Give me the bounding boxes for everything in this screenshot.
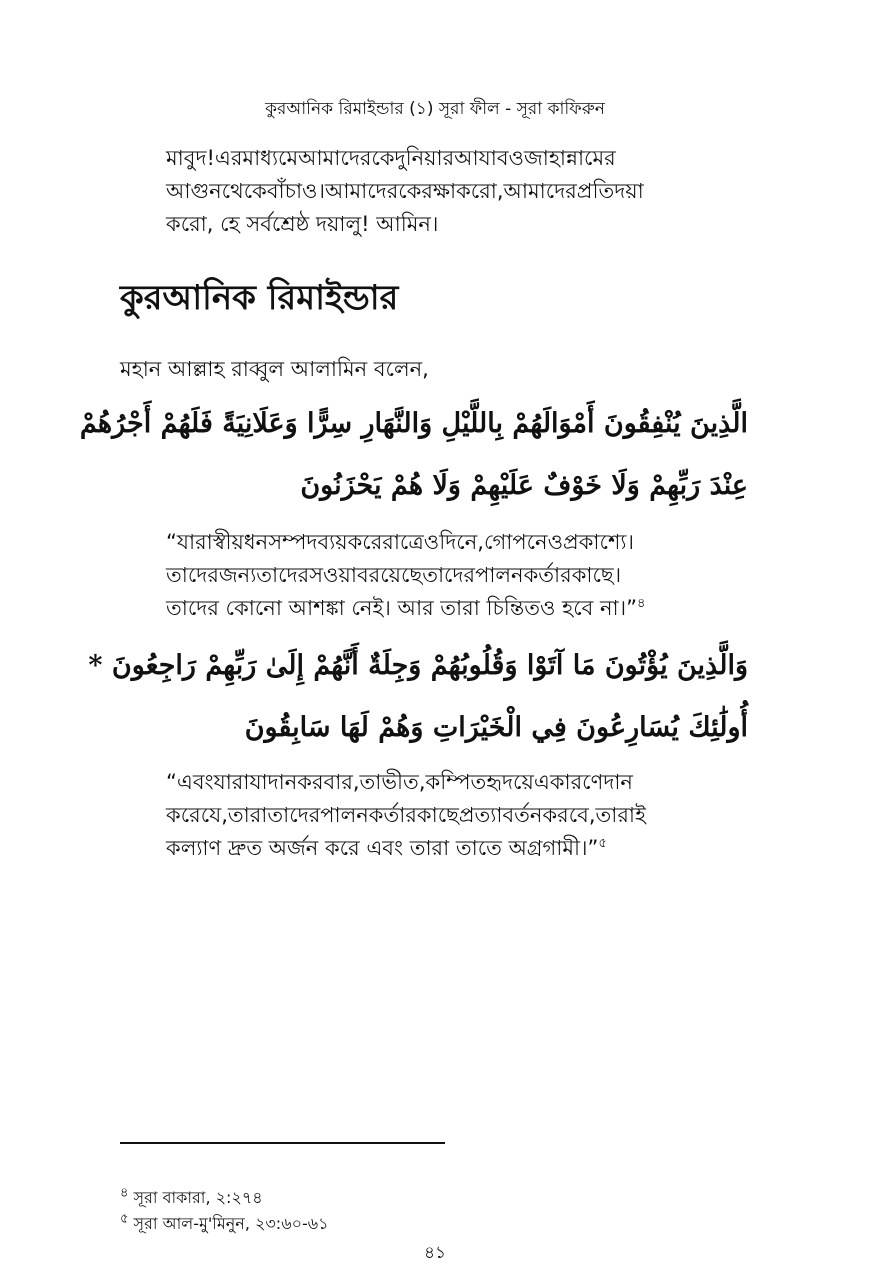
opening-paragraph xyxy=(166,142,748,241)
translation-2-line-1 xyxy=(166,766,748,799)
word: রাত্রে xyxy=(382,530,424,554)
word: যে, xyxy=(200,803,228,827)
translation-1-line-2 xyxy=(166,559,748,592)
word: আগুন xyxy=(166,179,222,203)
footnote-text: সূরা বাকারা, ২:২৭৪ xyxy=(133,1188,263,1207)
word: আমাদের xyxy=(503,179,577,203)
translation-2 xyxy=(166,766,748,865)
word: করো, xyxy=(456,179,504,203)
word: দুনিয়ার xyxy=(394,146,455,170)
footnote-5 xyxy=(120,1211,329,1238)
running-header: কুরআনিক রিমাইন্ডার (১) সূরা ফীল - সূরা কাফিরুন xyxy=(265,99,605,119)
word: মাধ্যমে xyxy=(242,146,299,170)
word: কারণে xyxy=(549,770,604,794)
word: ধনসম্পদ xyxy=(243,530,318,554)
word: ও xyxy=(547,530,564,554)
word: প্রকাশ্যে। xyxy=(563,530,634,554)
word: দিনে, xyxy=(439,530,484,554)
translation-2-line-3 xyxy=(166,832,748,865)
footnote-divider xyxy=(120,1142,445,1144)
word: ও xyxy=(508,146,524,170)
word: “যারা xyxy=(166,530,213,554)
translation-2-line-2 xyxy=(166,799,748,832)
arabic-verse-1-line-1: الَّذِينَ يُنْفِقُونَ أَمْوَالَهُمْ بِاللَّيْلِ وَالنَّهَارِ سِرًّا وَعَلَانِيَةً فَلَهُمْ أَجْرُهُمْ xyxy=(79,408,748,439)
word: “এবং xyxy=(166,770,214,794)
word: মাবুদ! xyxy=(166,146,215,170)
opening-line-3: করো, হে সর্বশ্রেষ্ঠ দয়ালু! আমিন। xyxy=(166,212,439,236)
word: কাছে xyxy=(416,803,459,827)
footnote-marker: ৫ xyxy=(120,1211,129,1227)
footnote-ref-5[interactable]: ৫ xyxy=(598,836,607,851)
word: বাঁচাও। xyxy=(266,179,325,203)
word: তারা xyxy=(227,803,268,827)
word: যা xyxy=(249,770,268,794)
word: দান xyxy=(603,770,633,794)
translation-2-line-3-text: কল্যাণ দ্রুত অর্জন করে এবং তারা তাতে অগ্রগামী।” xyxy=(166,836,599,860)
word: এর xyxy=(214,146,243,170)
word: দয়া xyxy=(614,179,644,203)
word: কাছে। xyxy=(571,563,622,587)
translation-1-line-3-text: তাদের কোনো আশঙ্কা নেই। আর তারা চিন্তিতও হবে না।” xyxy=(166,596,638,620)
footnote-ref-4[interactable]: ৪ xyxy=(637,596,646,611)
word: রক্ষা xyxy=(421,179,457,203)
arabic-verse-2-line-2: أُولَٰئِكَ يُسَارِعُونَ فِي الْخَيْرَاتِ وَهُمْ لَهَا سَابِقُونَ xyxy=(244,712,748,743)
word: তাদের xyxy=(166,563,219,587)
footnote-marker: ৪ xyxy=(120,1185,129,1201)
word: তাদের xyxy=(256,563,310,587)
word: ব্যয় xyxy=(317,530,348,554)
word: রয়েছে xyxy=(368,563,423,587)
word: প্রত্যাবর্তন xyxy=(458,803,543,827)
word: আযাব xyxy=(454,146,509,170)
intro-text: মহান আল্লাহ রাব্বুল আলামিন বলেন, xyxy=(120,357,429,381)
word: জন্য xyxy=(218,563,257,587)
word: দান xyxy=(267,770,298,794)
word: তারাই xyxy=(595,803,646,827)
word: আমাদেরকে xyxy=(325,179,422,203)
opening-line-2 xyxy=(166,175,748,208)
word: তা xyxy=(359,770,382,794)
section-heading: কুরআনিক রিমাইন্ডার xyxy=(120,278,399,318)
word: প্রতি xyxy=(576,179,615,203)
translation-1 xyxy=(166,526,748,625)
word: করবে, xyxy=(542,803,596,827)
word: জাহান্নামের xyxy=(523,146,616,170)
word: করে xyxy=(166,803,201,827)
word: হৃদয়ে xyxy=(486,770,534,794)
word: তাদের xyxy=(267,803,321,827)
word: গোপনে xyxy=(483,530,548,554)
arabic-verse-1-line-2: عِنْدَ رَبِّهِمْ وَلَا خَوْفٌ عَلَيْهِمْ وَلَا هُمْ يَحْزَنُونَ xyxy=(300,470,748,501)
word: আমাদেরকে xyxy=(298,146,395,170)
word: সওয়াব xyxy=(309,563,369,587)
page-number: ৪১ xyxy=(423,1243,447,1263)
footnote-text: সূরা আল-মু'মিনুন, ২৩:৬০-৬১ xyxy=(133,1214,329,1233)
translation-1-line-1 xyxy=(166,526,748,559)
word: থেকে xyxy=(221,179,267,203)
word: স্বীয় xyxy=(212,530,244,554)
word: ভীত, xyxy=(381,770,426,794)
opening-line-1 xyxy=(166,142,748,175)
word: তাদের xyxy=(422,563,476,587)
word: এ xyxy=(533,770,550,794)
word: করে xyxy=(347,530,383,554)
word: পালনকর্তার xyxy=(475,563,572,587)
word: যারা xyxy=(213,770,250,794)
word: ও xyxy=(423,530,440,554)
arabic-verse-2-line-1: وَالَّذِينَ يُؤْتُونَ مَا آتَوْا وَقُلُوبُهُمْ وَجِلَةٌ أَنَّهُمْ إِلَىٰ رَبِّهِمْ رَاجِعُونَ * xyxy=(88,650,748,681)
word: কম্পিত xyxy=(425,770,487,794)
word: পালনকর্তার xyxy=(320,803,417,827)
translation-1-line-3 xyxy=(166,592,748,625)
word: করবার, xyxy=(297,770,360,794)
footnote-4 xyxy=(120,1185,263,1212)
